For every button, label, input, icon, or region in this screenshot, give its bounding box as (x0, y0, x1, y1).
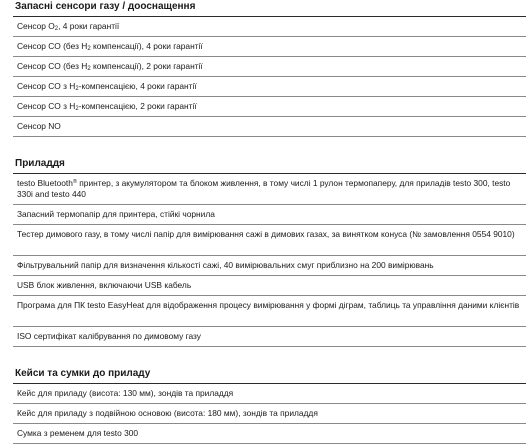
item-text: Кейс для приладу (висота: 130 мм), зондів та приладдя (17, 388, 234, 398)
list-item (13, 117, 526, 137)
section-title (0, 367, 526, 383)
item-text-part: Сенсор CO (без H (17, 41, 88, 51)
section-gas-sensors (0, 0, 526, 137)
list-item (13, 97, 526, 117)
list-item (13, 17, 526, 37)
item-text-part: , 4 роки гарантії (58, 21, 120, 31)
item-text-part: -компенсацією, 4 роки гарантії (78, 81, 197, 91)
item-text: Кейс для приладу з подвійною основою (висота: 180 мм), зондів та приладдя (17, 408, 318, 418)
item-text-part: Сенсор NO (17, 121, 61, 131)
section-gap (0, 347, 526, 367)
item-text-part: Сенсор CO з H (17, 101, 76, 111)
section-cases-bags (0, 367, 526, 444)
item-text-part: компенсації), 2 роки гарантії (90, 61, 203, 71)
list-item (13, 276, 526, 296)
list-item (13, 384, 526, 404)
item-text-part: Сенсор CO з H (17, 81, 76, 91)
section-title (0, 157, 526, 173)
section-title-text: Запасні сенсори газу / дооснащення (15, 1, 196, 12)
section-title-text: Кейси та сумки до приладу (15, 368, 151, 379)
item-text: Запасний термопапір для принтера, стійкі чорнила (17, 209, 215, 219)
item-text: Тестер димового газу, в тому числі папір для вимірювання сажі в димових газах, за винятком конуса (№ замовлення 0554 9010) (17, 229, 515, 239)
item-text-part: -компенсацією, 2 роки гарантії (78, 101, 197, 111)
list-item (13, 404, 526, 424)
item-text-part: компенсації), 4 роки гарантії (90, 41, 203, 51)
item-subscript: 2 (87, 46, 91, 52)
list-item (13, 37, 526, 57)
item-subscript: 2 (75, 86, 79, 92)
section-title (0, 0, 526, 16)
list-item (13, 57, 526, 77)
item-subscript: 2 (75, 106, 79, 112)
list-item (13, 225, 526, 256)
section-title-text: Приладдя (15, 158, 65, 169)
item-text: Програма для ПК testo EasyHeat для відображення процесу вимірювання у формі діграм, таблиць та управління даними клієнтів (17, 300, 520, 310)
item-superscript: ® (72, 179, 77, 185)
item-text-part: Сенсор CO (без H (17, 61, 88, 71)
item-text-part: Сенсор O (17, 21, 55, 31)
item-text-part: testo Bluetooth (17, 178, 73, 188)
list-item (13, 296, 526, 327)
item-subscript: 2 (54, 26, 59, 32)
list-item (13, 174, 526, 205)
section-gap (0, 137, 526, 157)
item-text-part: принтер, з акумулятором та блоком живлення, в тому числі 1 рулон термопаперу, для приладів testo 300, testo 330i and testo 440 (17, 178, 511, 199)
list-item (13, 424, 526, 444)
list-item (13, 205, 526, 225)
item-subscript: 2 (87, 66, 91, 72)
list-item (13, 327, 526, 347)
item-text: Сумка з ременем для testo 300 (17, 428, 139, 438)
list-item (13, 77, 526, 97)
item-text: ISO сертифікат калібрування по димовому газу (17, 331, 201, 341)
section-accessories (0, 157, 526, 347)
list-item (13, 256, 526, 276)
item-text: Фільтрувальний папір для визначення кількості сажі, 40 вимірювальних смуг приблизно на 200 вимірювань (17, 260, 434, 270)
item-text: USB блок живлення, включаючи USB кабель (17, 280, 192, 290)
